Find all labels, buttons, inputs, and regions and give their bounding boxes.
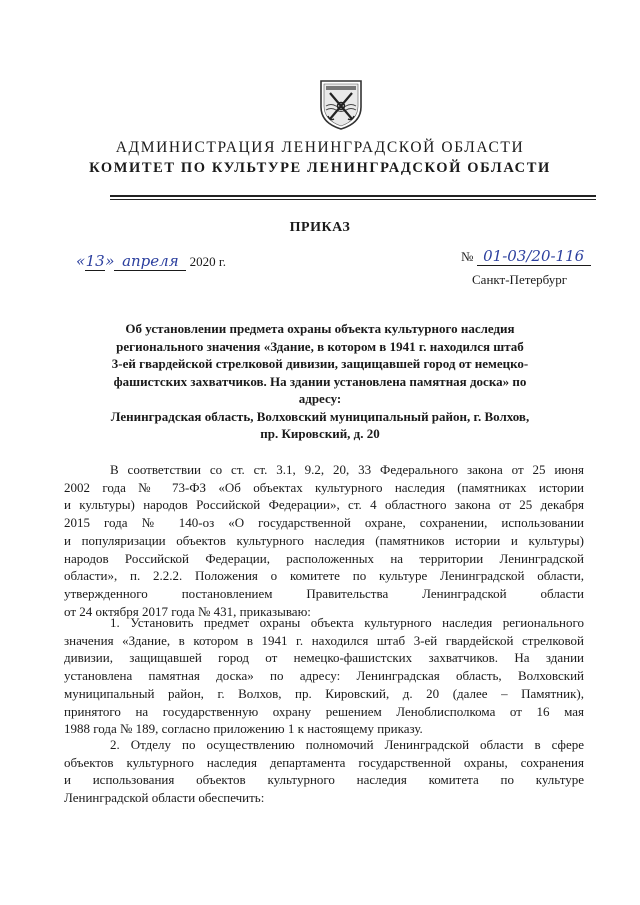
preamble-paragraph bbox=[64, 461, 584, 620]
date-close-quote: » bbox=[105, 252, 115, 270]
document-subject bbox=[100, 320, 540, 443]
number-value: 01-03/20-116 bbox=[477, 247, 591, 266]
text-line: и культуры) народов Российской Федерации», ст. 4 областного закона от 25 декабря bbox=[64, 497, 584, 513]
item-1-paragraph bbox=[64, 614, 584, 738]
text-line: 2002 года № 73-ФЗ «Об объектах культурного наследия (памятниках истории bbox=[64, 479, 584, 495]
text-line: принятого на государственную охрану решением Леноблисполкома от 16 мая bbox=[64, 703, 584, 719]
document-city: Санкт-Петербург bbox=[472, 272, 568, 287]
number-sign: № bbox=[461, 249, 474, 264]
text-line: области», п. 2.2.2. Положения о комитете по культуре Ленинградской области, bbox=[64, 568, 584, 584]
document-number bbox=[461, 247, 591, 266]
date-open-quote: « bbox=[76, 252, 86, 270]
text-line: народов Российской Федерации, расположенных на территории Ленинградской bbox=[64, 550, 584, 566]
text-line: значения «Здание, в котором в 1941 г. находился штаб 3-ей гвардейской стрелковой bbox=[64, 632, 584, 648]
subject-line: 3-ей гвардейской стрелковой дивизии, защищавшей город от немецко- bbox=[111, 356, 529, 371]
document-title: ПРИКАЗ bbox=[289, 220, 351, 235]
subject-line: фашистских захватчиков. На здании установлена памятная доска» по адресу: bbox=[113, 373, 527, 406]
text-line: 1. Установить предмет охраны объекта культурного наследия регионального bbox=[110, 615, 584, 630]
text-line: утвержденного постановлением Правительства Ленинградской области bbox=[64, 585, 584, 601]
coat-of-arms-icon bbox=[318, 79, 364, 131]
date-year: 2020 г. bbox=[189, 254, 226, 269]
committee-name: КОМИТЕТ ПО КУЛЬТУРЕ ЛЕНИНГРАДСКОЙ ОБЛАСТИ bbox=[89, 160, 551, 176]
subject-line: регионального значения «Здание, в котором в 1941 г. находился штаб bbox=[116, 338, 524, 354]
text-line: В соответствии со ст. ст. 3.1, 9.2, 20, 33 Федерального закона от 25 июня bbox=[110, 462, 584, 477]
item-2-paragraph bbox=[64, 736, 584, 807]
subject-line: Ленинградская область, Волховский муниципальный район, г. Волхов, bbox=[110, 408, 530, 424]
text-line: муниципальный район, г. Волхов, пр. Кировский, д. 20 (далее – Памятник), bbox=[64, 685, 584, 701]
date-day: 13 bbox=[85, 252, 105, 270]
text-line: дивизии, защищавшей город от немецко-фашистских захватчиков. На здании bbox=[64, 650, 584, 666]
header-divider bbox=[110, 195, 596, 197]
text-line: 1988 года № 189, согласно приложению 1 к настоящему приказу. bbox=[64, 721, 423, 737]
header-divider-thin bbox=[110, 199, 596, 200]
text-line: 2. Отделу по осуществлению полномочий Ленинградской области в сфере bbox=[110, 737, 584, 752]
text-line: объектов культурного наследия департамента государственной охраны, сохранения bbox=[64, 754, 584, 770]
text-line: от 24 октября 2017 года № 431, приказываю: bbox=[64, 603, 311, 619]
subject-line: Об установлении предмета охраны объекта культурного наследия bbox=[125, 321, 515, 336]
text-line: и популяризации объектов культурного наследия (памятников истории и культуры) bbox=[64, 532, 584, 548]
organization-name: АДМИНИСТРАЦИЯ ЛЕНИНГРАДСКОЙ ОБЛАСТИ bbox=[115, 139, 525, 156]
text-line: 2015 года № 140-оз «О государственной охране, сохранении, использовании bbox=[64, 515, 584, 531]
text-line: Ленинградской области обеспечить: bbox=[64, 790, 265, 806]
text-line: установлена памятная доска» по адресу: Ленинградская область, Волховский bbox=[64, 668, 584, 684]
text-line: и использования объектов культурного наследия комитета по культуре bbox=[64, 772, 584, 788]
document-date bbox=[76, 252, 226, 271]
date-month: апреля bbox=[114, 252, 186, 271]
subject-line: пр. Кировский, д. 20 bbox=[260, 426, 380, 441]
